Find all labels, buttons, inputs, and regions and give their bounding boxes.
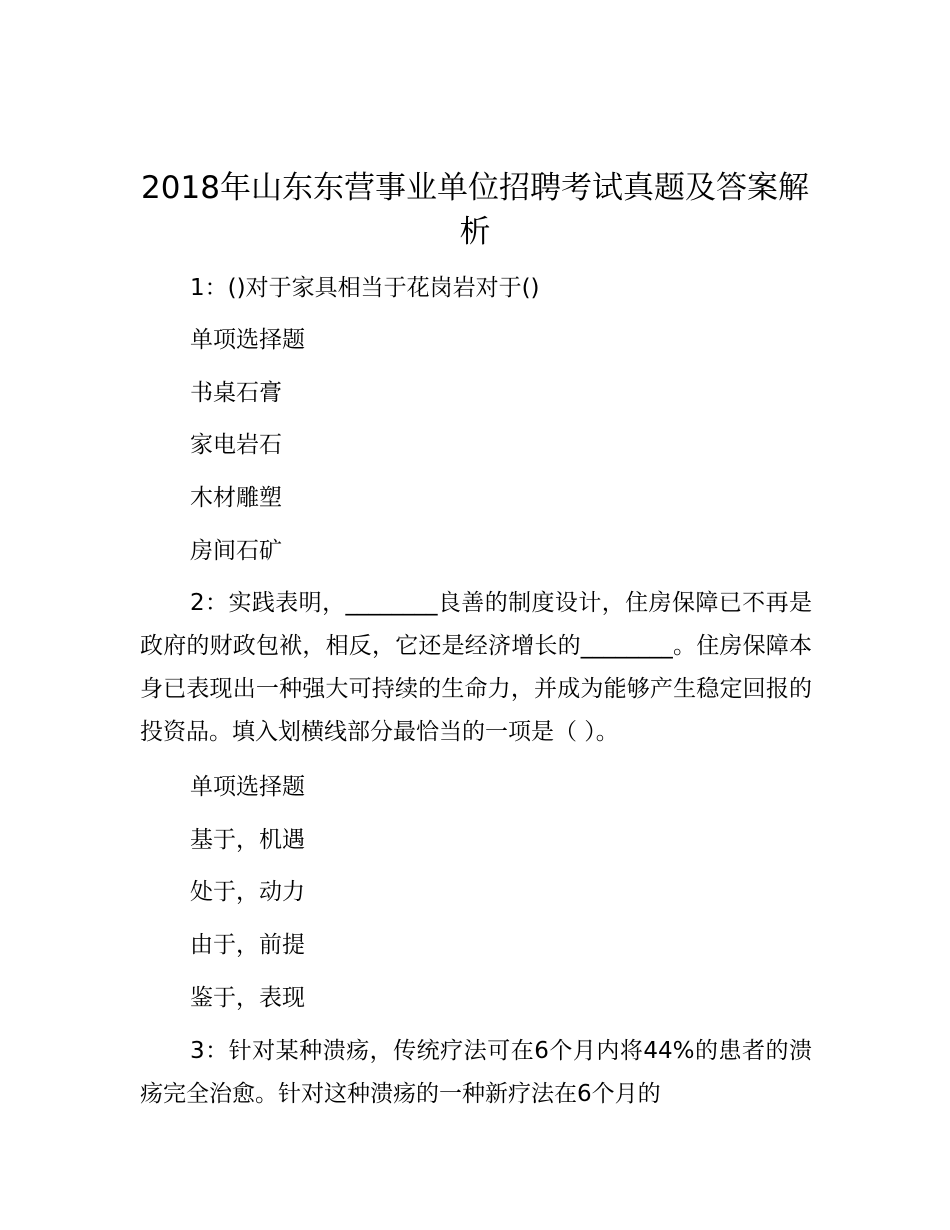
question-1-stem: 1：()对于家具相当于花岗岩对于() — [190, 275, 540, 301]
question-1-option-b: 家电岩石 — [190, 432, 282, 458]
question-2-option-a: 基于，机遇 — [190, 827, 305, 853]
document-title: 2018年山东东营事业单位招聘考试真题及答案解析 — [141, 170, 809, 250]
question-1-type: 单项选择题 — [190, 327, 305, 353]
question-2-type: 单项选择题 — [190, 774, 305, 800]
question-2-option-c: 由于，前提 — [190, 932, 305, 958]
question-2-option-d: 鉴于，表现 — [190, 985, 305, 1011]
question-3-stem: 3：针对某种溃疡，传统疗法可在6个月内将44%的患者的溃疡完全治愈。针对这种溃疡的一种新疗法在6个月的 — [140, 1038, 812, 1107]
question-1-option-d: 房间石矿 — [190, 538, 282, 564]
question-2-option-b: 处于，动力 — [190, 879, 305, 905]
question-2-stem: 2：实践表明，________良善的制度设计，住房保障已不再是政府的财政包袱，相反，它还是经济增长的________。住房保障本身已表现出一种强大可持续的生命力，并成为能够产生稳定回报的投资品。填入划横线部分最恰当的一项是（ ）。 — [140, 590, 812, 745]
question-1-option-a: 书桌石膏 — [190, 380, 282, 406]
question-1-option-c: 木材雕塑 — [190, 485, 282, 511]
